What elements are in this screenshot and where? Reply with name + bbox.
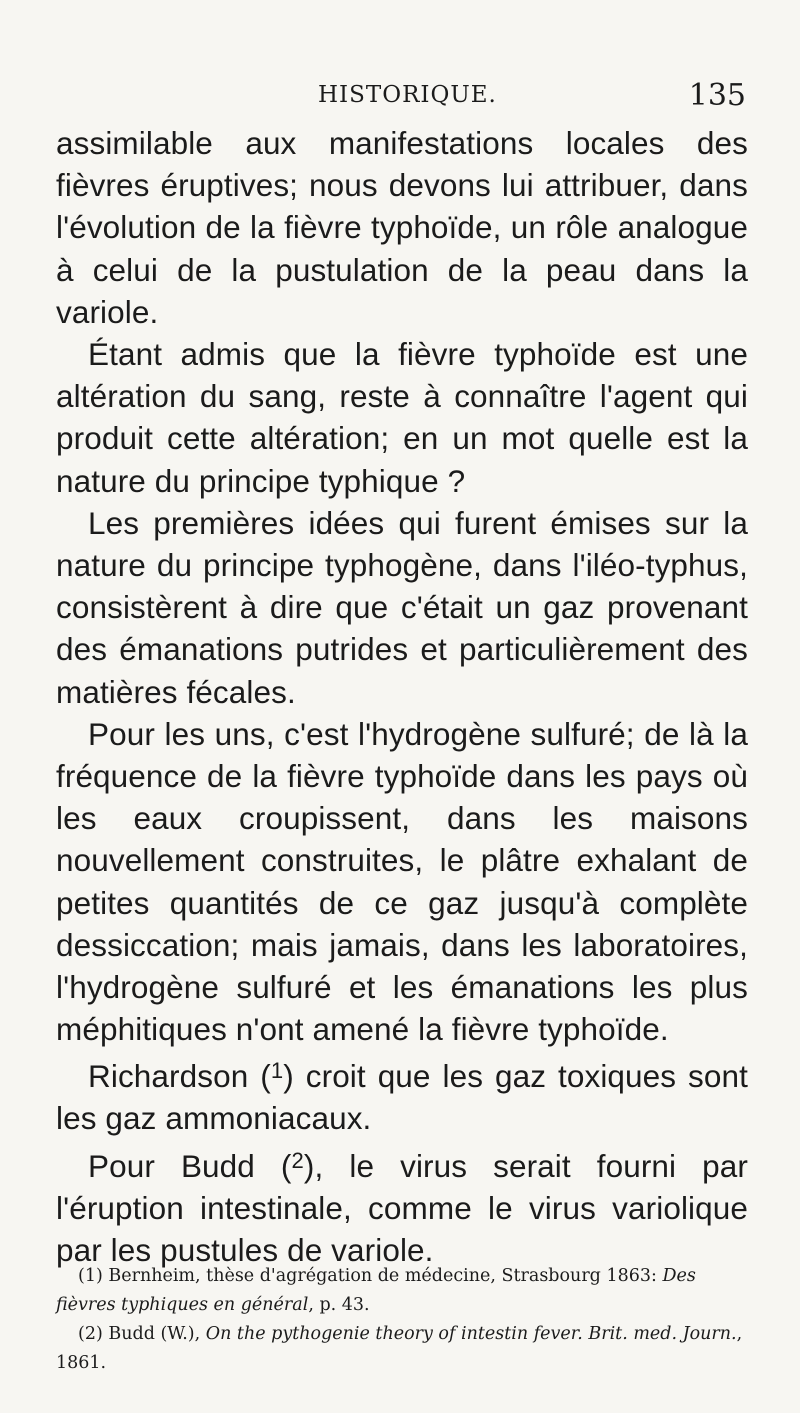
- paragraph-richardson: [56, 1050, 748, 1139]
- page-number: 135: [688, 78, 746, 113]
- paragraph-typhoid-alteration: Étant admis que la fièvre typhoïde est une altération du sang, reste à connaître l'agent qui produit cette altération; en un mot quelle est la nature du principe typhique ?: [56, 336, 748, 499]
- paragraph-hydrogen-sulfide: Pour les uns, c'est l'hydrogène sulfuré; de là la fréquence de la fièvre typhoïde dans les pays où les eaux croupissent, dans les maisons nouvellement construites, le plâtre exhalant de petites quantités de ce gaz jusqu'à complète dessiccation; mais jamais, dans les laboratoires, l'hydrogène sulfuré et les émanations les plus méphitiques n'ont amené la fièvre typhoïde.: [56, 715, 748, 1048]
- footnote-2-text: Budd (W.),: [102, 1324, 206, 1344]
- budd-text-start: Pour Budd (: [88, 1147, 292, 1184]
- budd-text-end: ), le virus serait fourni par l'éruption intestinale, comme le virus variolique par les pustules de variole.: [56, 1147, 748, 1268]
- footnote-2-end: , 1861.: [56, 1324, 743, 1373]
- footnote-ref-2: 2: [291, 1147, 304, 1173]
- footnote-1-mark: (1): [78, 1266, 103, 1286]
- richardson-text-end: ) croit que les gaz toxiques sont les gaz ammoniacaux.: [56, 1058, 748, 1137]
- page-header: [56, 78, 746, 118]
- paragraph-first-ideas: Les premières idées qui furent émises sur la nature du principe typhogène, dans l'iléo-typhus, consistèrent à dire que c'était un gaz provenant des émanations putrides et particulièrement des matières fécales.: [56, 504, 748, 710]
- body-text: [56, 122, 748, 1271]
- footnote-2: [56, 1320, 748, 1378]
- footnote-1-end: , p. 43.: [308, 1295, 370, 1315]
- footnote-1: [56, 1262, 748, 1320]
- footnote-2-mark: (2): [78, 1324, 103, 1344]
- footnote-1-text: Bernheim, thèse d'agrégation de médecine, Strasbourg 1863:: [102, 1266, 663, 1286]
- footnote-2-title: On the pythogenie theory of intestin fever. Brit. med. Journ.: [205, 1324, 737, 1344]
- paragraph-continuation: assimilable aux manifestations locales des fièvres éruptives; nous devons lui attribuer, dans l'évolution de la fièvre typhoïde, un rôle analogue à celui de la pustulation de la peau dans la variole.: [56, 125, 748, 330]
- running-title: HISTORIQUE.: [318, 82, 497, 108]
- paragraph-budd: [56, 1140, 748, 1271]
- richardson-text-start: Richardson (: [88, 1058, 271, 1095]
- footnote-ref-1: 1: [270, 1058, 284, 1084]
- footnote-1-title: Des fièvres typhiques en général: [56, 1266, 696, 1315]
- footnotes: [56, 1262, 748, 1378]
